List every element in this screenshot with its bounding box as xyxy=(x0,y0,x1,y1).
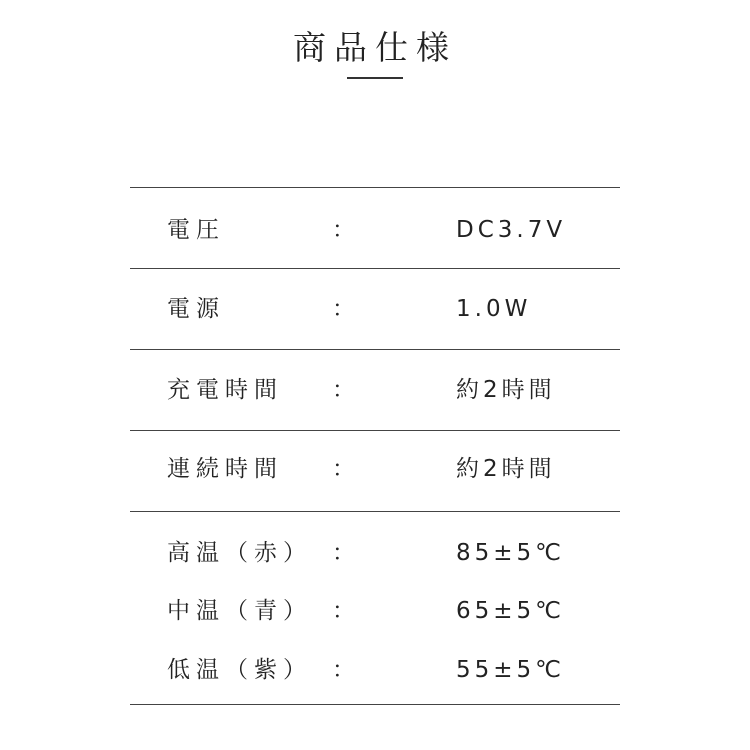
spec-row-continuous-time xyxy=(130,430,620,511)
spec-value: 約2時間 xyxy=(456,456,556,482)
spec-row-temperature xyxy=(130,511,620,705)
temperature-line-mid xyxy=(130,596,620,626)
spec-value: 65±5℃ xyxy=(456,598,566,624)
spec-value: 約2時間 xyxy=(456,377,556,403)
spec-value: 85±5℃ xyxy=(456,540,566,566)
spec-label: 連続時間 xyxy=(167,456,283,482)
spec-label: 電源 xyxy=(167,296,225,322)
spec-colon: ： xyxy=(332,377,355,403)
spec-colon: ： xyxy=(332,657,355,683)
spec-label: 中温（青） xyxy=(167,598,312,624)
temperature-line-high xyxy=(130,538,620,568)
spec-colon: ： xyxy=(332,456,355,482)
spec-colon: ： xyxy=(332,598,355,624)
title-underline xyxy=(347,77,403,79)
spec-value: 55±5℃ xyxy=(456,657,566,683)
spec-row-power xyxy=(130,268,620,349)
spec-label: 高温（赤） xyxy=(167,540,312,566)
spec-value: 1.0W xyxy=(456,296,532,322)
spec-colon: ： xyxy=(332,540,355,566)
spec-colon: ： xyxy=(332,217,355,243)
spec-row-charge-time xyxy=(130,349,620,430)
spec-colon: ： xyxy=(332,296,355,322)
spec-label: 充電時間 xyxy=(167,377,283,403)
spec-table xyxy=(130,187,620,705)
spec-value: DC3.7V xyxy=(456,217,567,243)
temperature-line-low xyxy=(130,655,620,685)
spec-label: 電圧 xyxy=(167,217,225,243)
spec-label: 低温（紫） xyxy=(167,657,312,683)
page-title: 商品仕様 xyxy=(293,28,457,67)
spec-row-voltage xyxy=(130,187,620,268)
